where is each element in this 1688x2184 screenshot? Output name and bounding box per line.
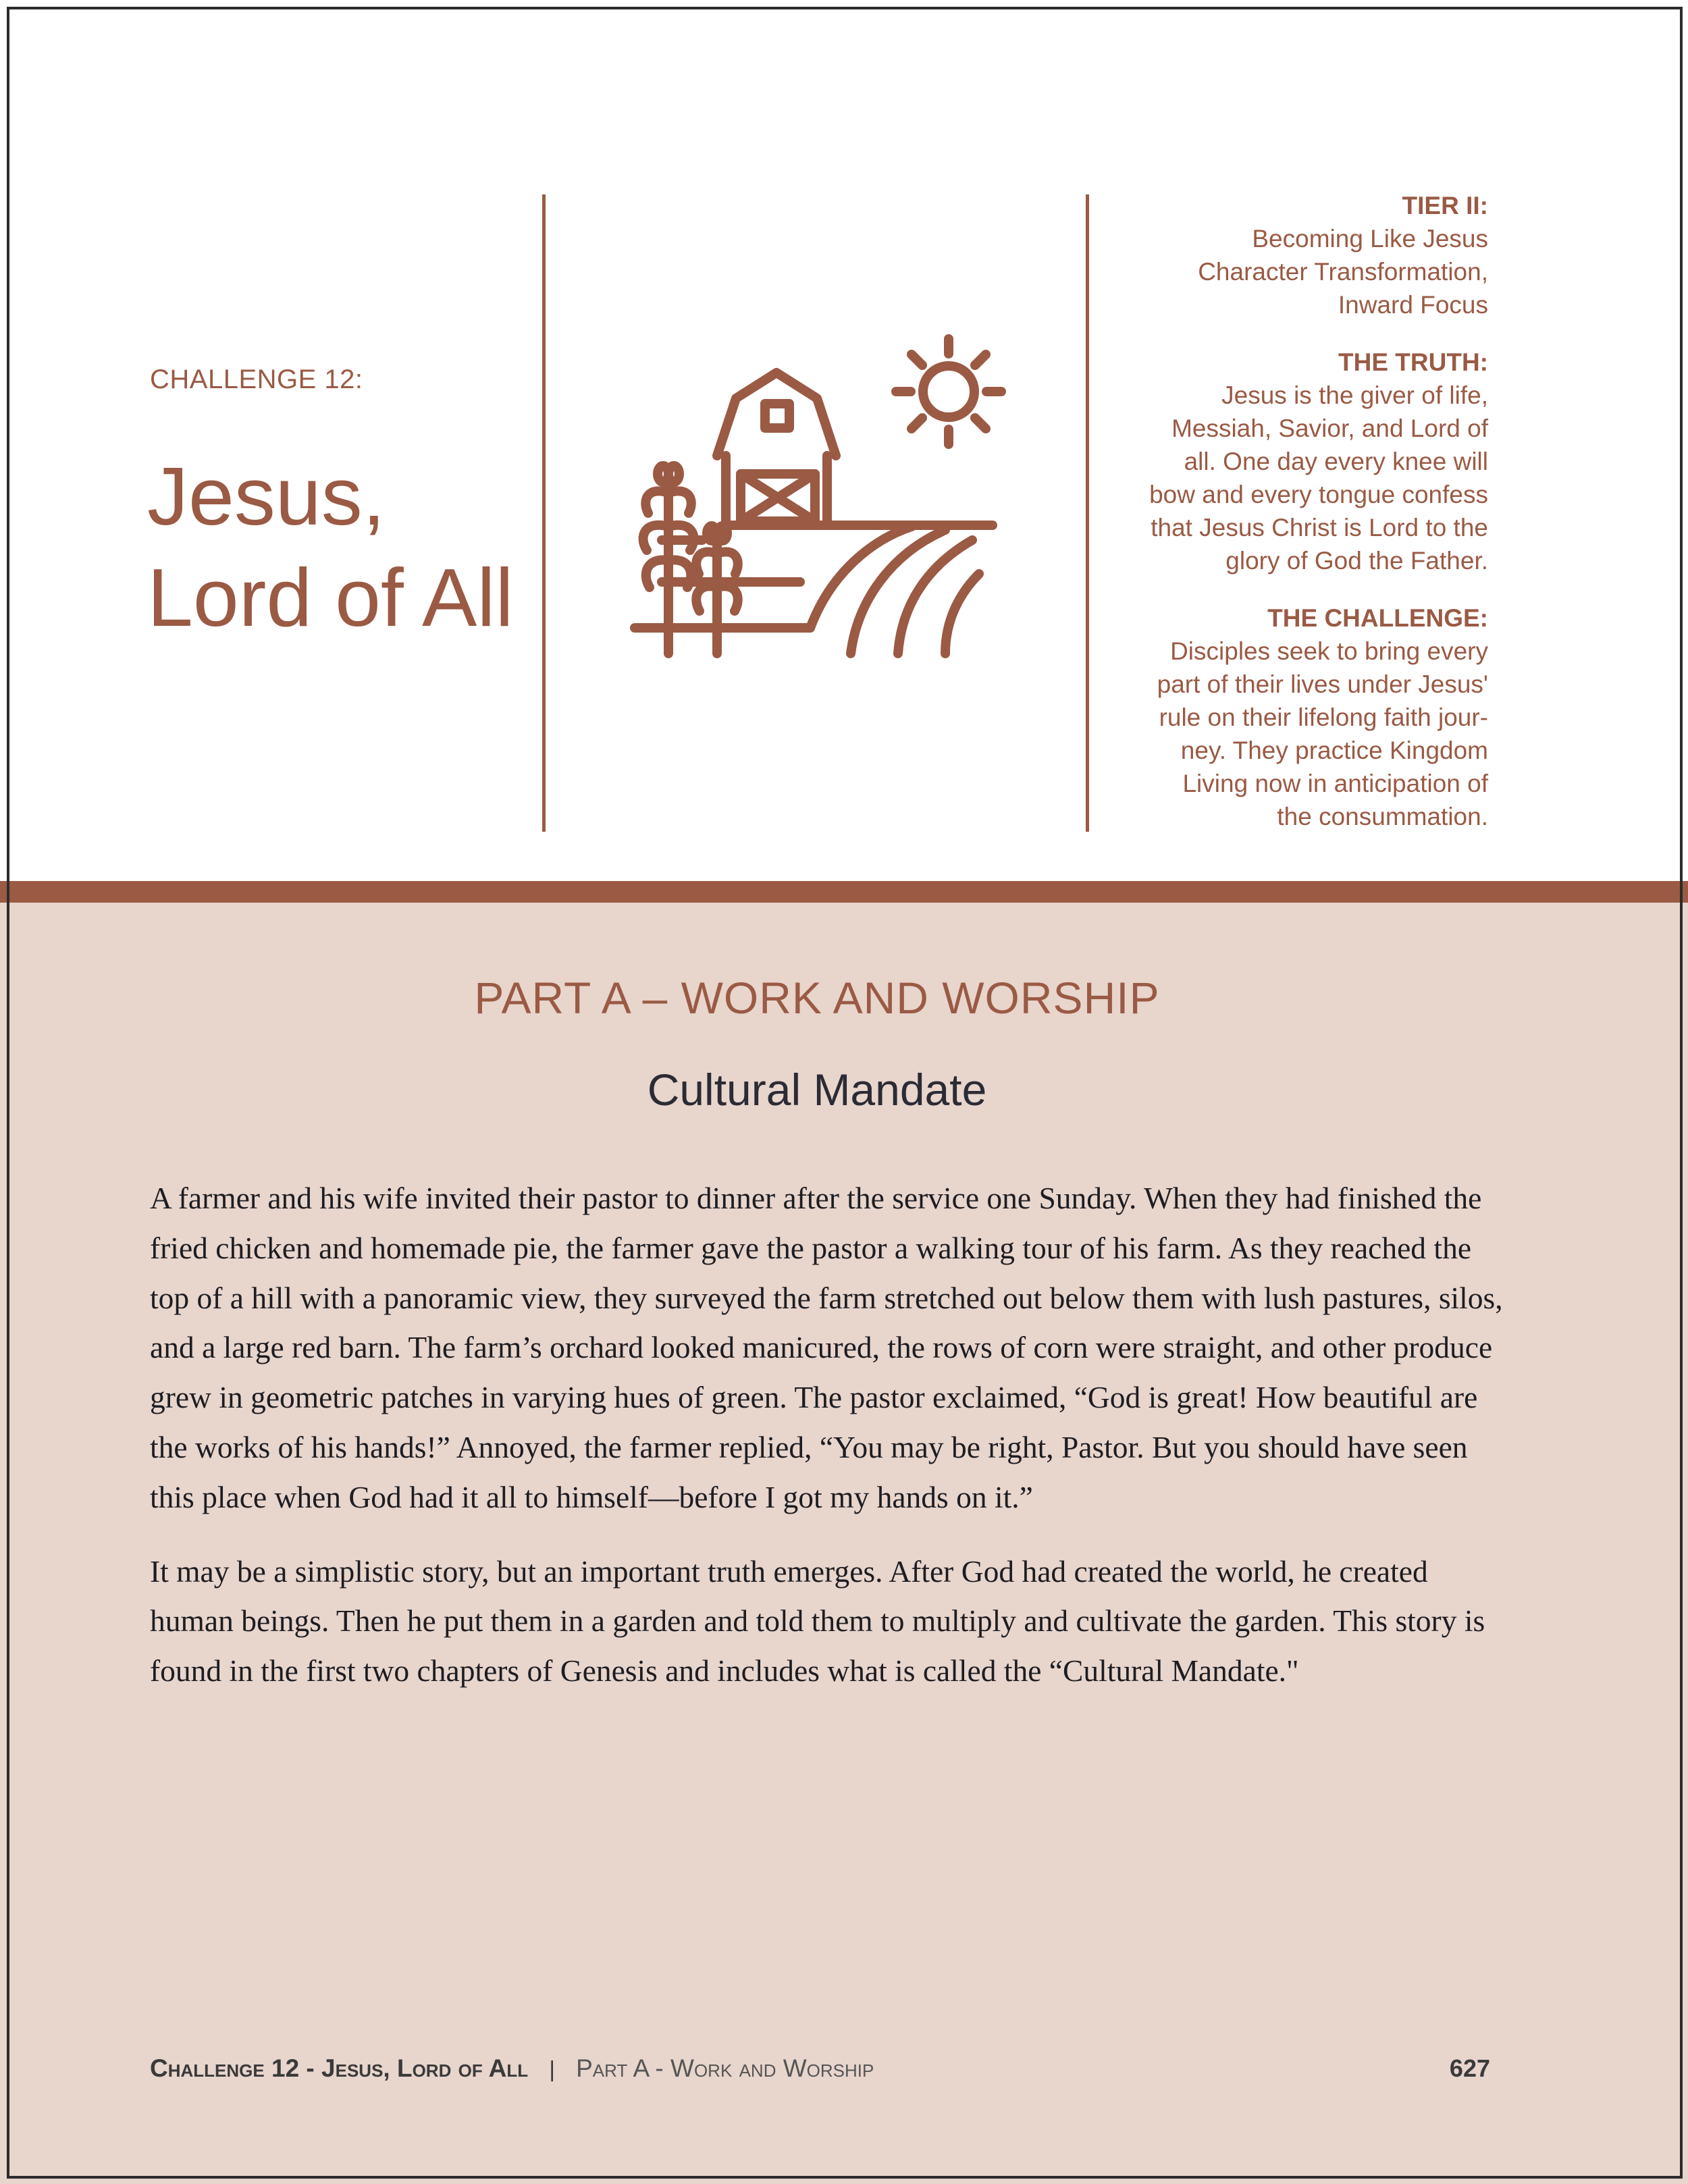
footer-separator: |	[549, 2056, 555, 2081]
truth-line: Messiah, Savior, and Lord of	[1171, 415, 1488, 442]
body-text	[150, 1173, 1507, 1720]
tier-line: Becoming Like Jesus	[1252, 225, 1488, 252]
truth-line: Jesus is the giver of life,	[1221, 381, 1488, 409]
divider-right	[1086, 194, 1089, 832]
tier-line: Inward Focus	[1338, 291, 1488, 319]
challenge-line: Living now in anticipation of	[1182, 770, 1488, 797]
challenge-summary	[1107, 189, 1488, 857]
section-band	[0, 881, 1688, 903]
page-footer	[150, 2054, 1490, 2083]
tier-block	[1107, 189, 1488, 321]
divider-left	[542, 194, 546, 832]
challenge-label: CHALLENGE 12:	[150, 365, 363, 394]
challenge-title	[147, 446, 552, 648]
challenge-heading: THE CHALLENGE:	[1267, 604, 1488, 632]
footer-part: Part A - Work and Worship	[576, 2054, 874, 2082]
farm-barn-icon	[628, 331, 1013, 682]
truth-line: all. One day every knee will	[1184, 448, 1488, 475]
challenge-line: ney. They practice Kingdom	[1180, 737, 1488, 764]
challenge-block	[1107, 602, 1488, 833]
page-number: 627	[1449, 2054, 1490, 2082]
truth-heading: THE TRUTH:	[1338, 348, 1488, 376]
paragraph: It may be a simplistic story, but an important truth emerges. After God had created the world, he created human beings. Then he put them in a garden and told them to multiply and cultivate the garden. This story is found in the first two chapters of Genesis and includes what is called the “Cultural Mandate."	[150, 1553, 1485, 1688]
challenge-line: Disciples seek to bring every	[1170, 637, 1488, 665]
challenge-line: rule on their lifelong faith jour-	[1159, 703, 1488, 731]
paragraph: A farmer and his wife invited their pastor to dinner after the service one Sunday. When they had finished the fried chicken and homemade pie, the farmer gave the pastor a walking tour of his farm. As they reached the top of a hill with a panoramic view, they surveyed the farm stretched out below them with lush pastures, silos, and a large red barn. The farm’s orchard looked manicured, the rows of corn were straight, and other produce grew in geometric patches in varying hues of green. The pastor exclaimed, “God is great! How beautiful are the works of his hands!” Annoyed, the farmer replied, “You may be right, Pastor. But you should have seen this place when God had it all to himself—before I got my hands on it.”	[150, 1181, 1503, 1514]
title-line-2: Lord of All	[147, 552, 514, 643]
truth-line: bow and every tongue confess	[1149, 481, 1488, 508]
tier-line: Character Transformation,	[1198, 258, 1488, 286]
title-line-1: Jesus,	[147, 450, 386, 542]
section-subtitle: Cultural Mandate	[647, 1065, 987, 1115]
challenge-line: part of their lives under Jesus'	[1157, 670, 1488, 698]
truth-line: glory of God the Father.	[1225, 547, 1488, 575]
footer-chapter: Challenge 12 - Jesus, Lord of All	[150, 2054, 529, 2082]
challenge-line: the consummation.	[1277, 803, 1488, 830]
truth-block	[1107, 346, 1488, 577]
tier-heading: TIER II:	[1402, 192, 1488, 219]
part-title: PART A – WORK AND WORSHIP	[474, 973, 1160, 1023]
truth-line: that Jesus Christ is Lord to the	[1151, 514, 1488, 541]
